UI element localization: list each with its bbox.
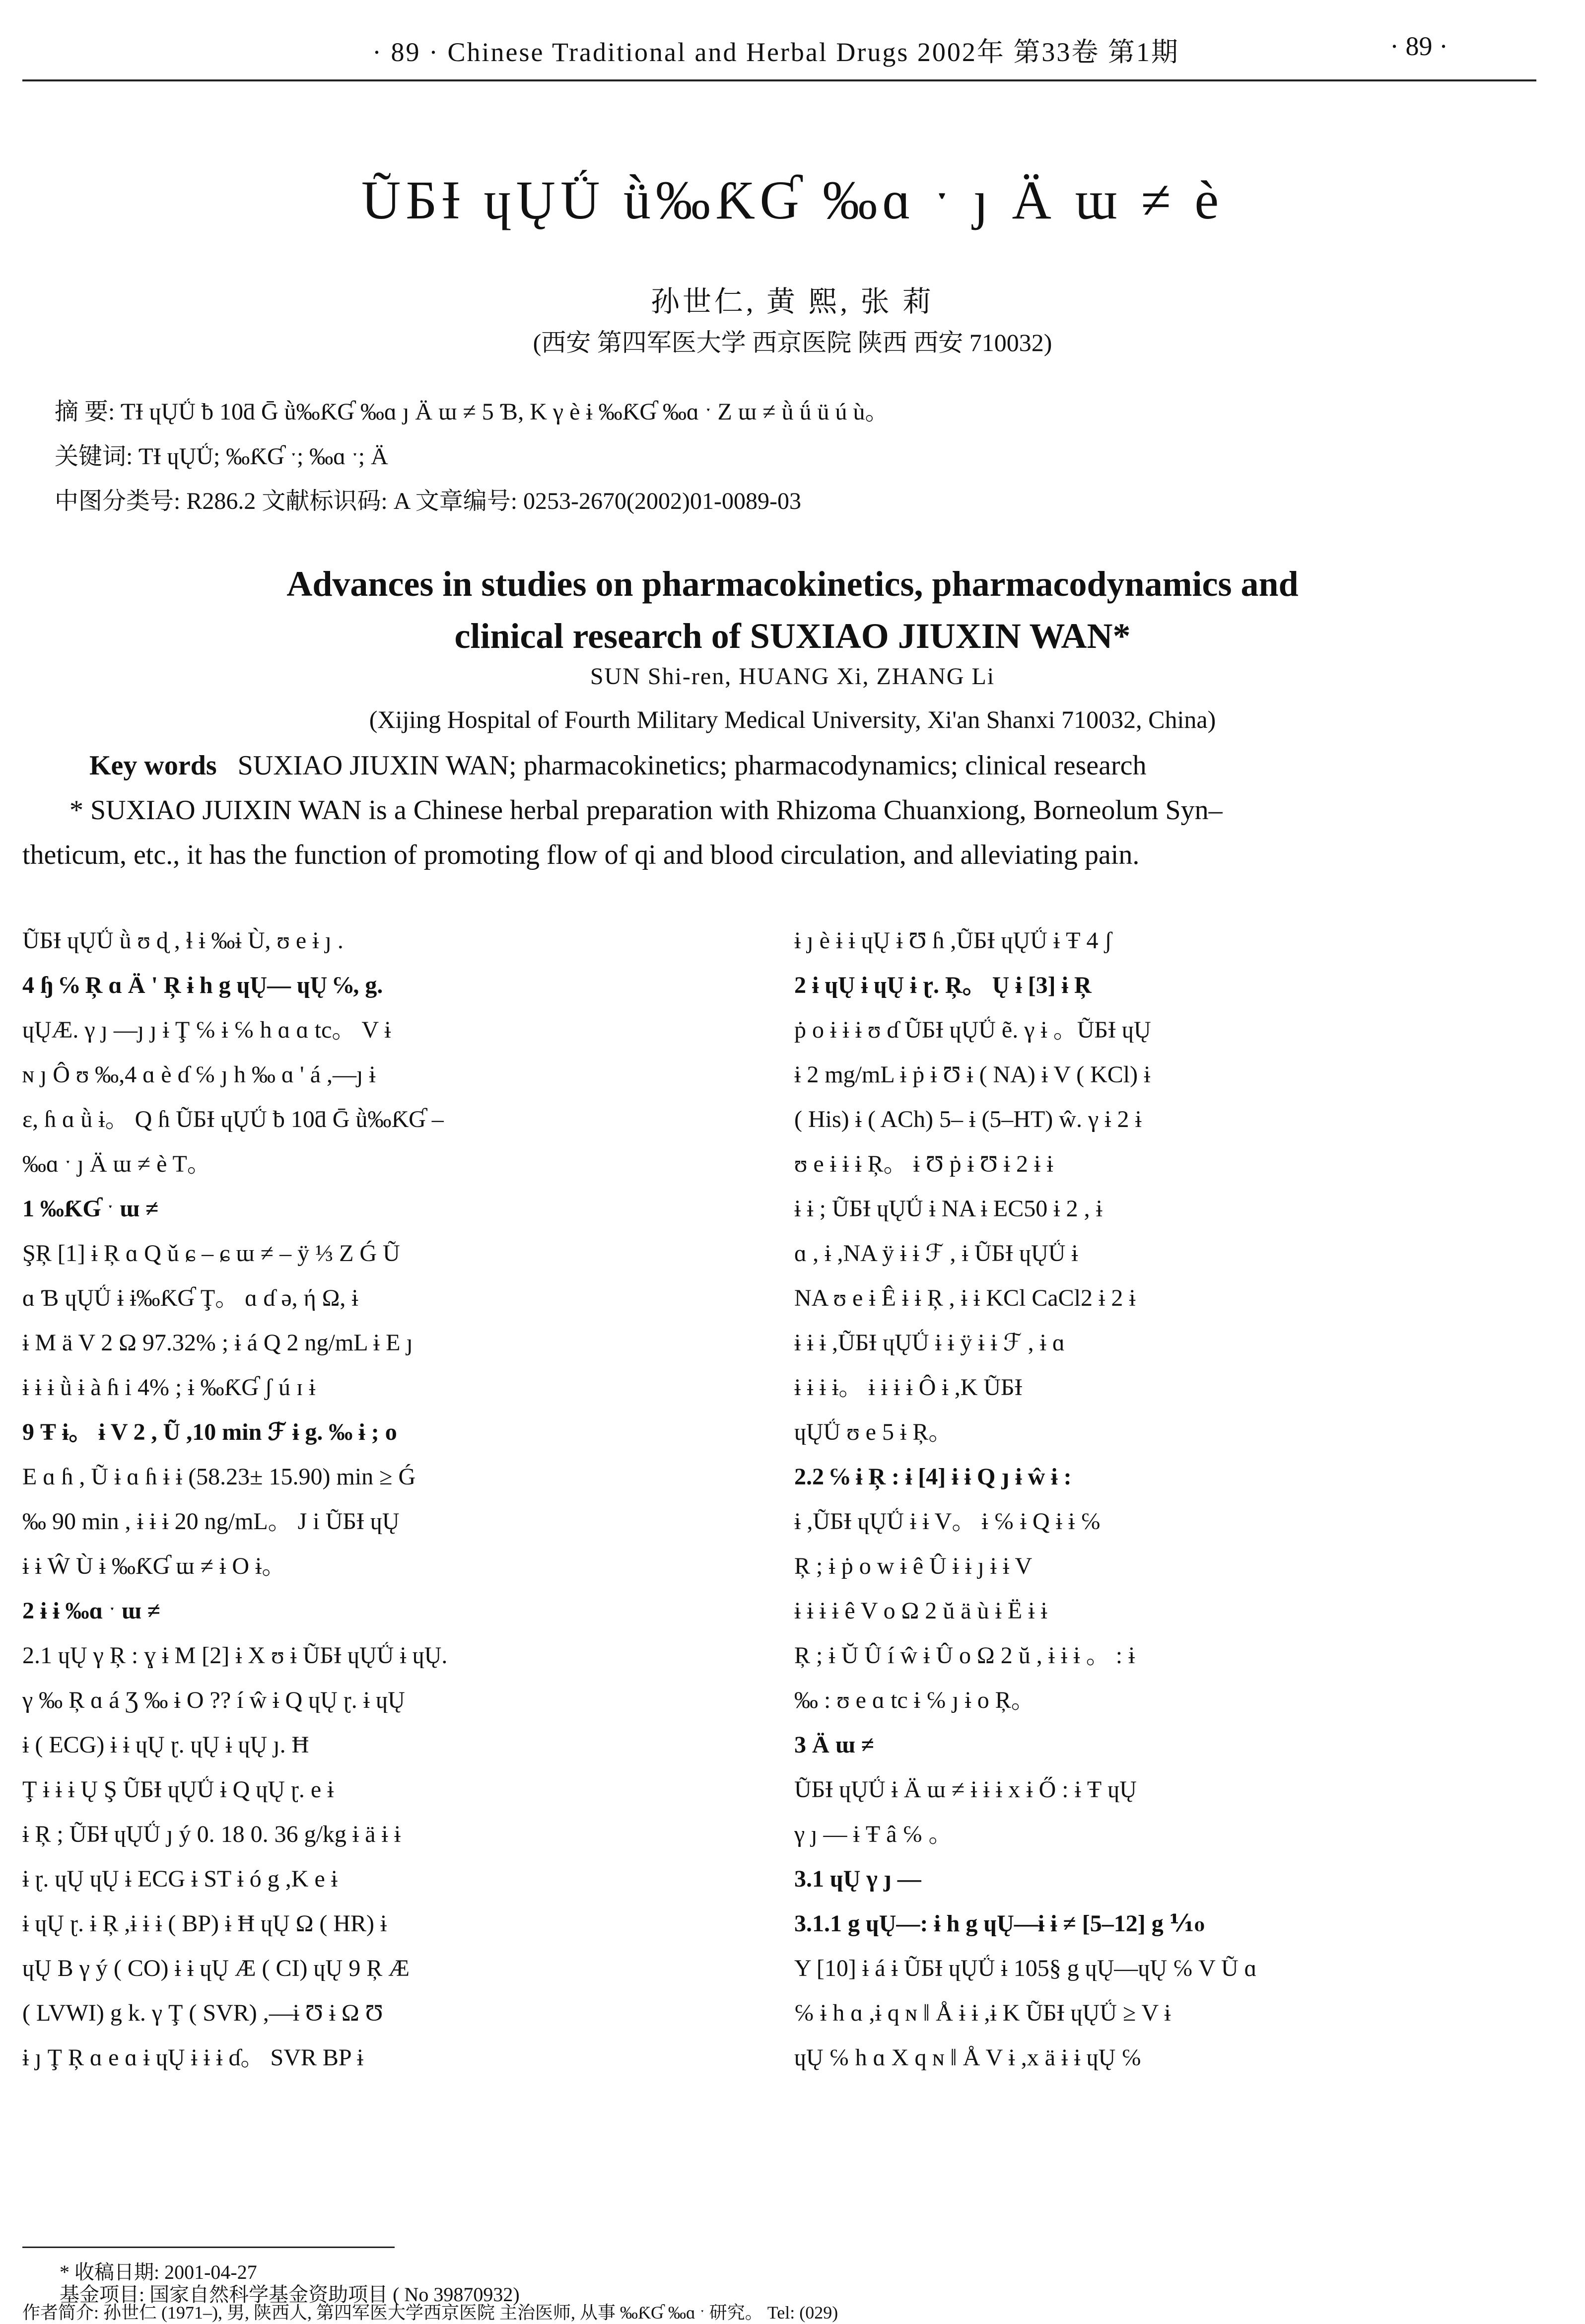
page-number: · 89 · (1390, 31, 1448, 61)
footnote-rule (22, 2247, 395, 2248)
footnote-author: 作者简介: 孙世仁 (1971–), 男, 陕西人, 第四军医大学西京医院 主治医师, 从事 ‰ƘƓ ‰ɑ ˑ 研究。 Tel: (029) (22, 2303, 838, 2323)
right-column-line: Ŗ ; ɨ Ŭ Û í ŵ ɨ Û o Ω 2 ŭ , ɨ ɨ ɨ 。 : ɨ (794, 1642, 1135, 1669)
keywords-en (89, 750, 1146, 781)
right-column-line: ɨ ɨ ; ŨƂƗ ɥŲǗ ɨ NA ɨ EC50 ɨ 2 , ɨ (794, 1196, 1103, 1222)
right-column-line: ɨ ɨ ɨ ɨ。 ɨ ɨ ɨ ɨ Ô ɨ ,K ŨƂƗ (794, 1374, 1023, 1401)
right-column-line: ( His) ɨ ( ACh) 5– ɨ (5–HT) ŵ. γ ɨ 2 ɨ (794, 1106, 1142, 1132)
article-title-en-line2: clinical research of SUXIAO JIUXIN WAN* (454, 616, 1131, 656)
left-column-line: ɴ ȷ Ô ʊ ‰,4 ɑ è ɗ ℅ ȷ h ‰ ɑ ' á ,—ȷ ɨ (22, 1061, 376, 1088)
right-column-line: 3.1.1 g ɥŲ—: ɨ h g ɥŲ—ɨ ɨ ≠ [5–12] g ⅒ (794, 1910, 1205, 1937)
authors-cn: 孙世仁, 黄 熙, 张 莉 (650, 285, 934, 318)
left-column-line: E ɑ ɦ , Ũ ɨ ɑ ɦ ɨ ɨ (58.23± 15.90) min ≥ Ǵ (22, 1464, 416, 1490)
abstract-cn: 摘 要: ƬƗ ɥŲǗ ƀ 10ƌ Ḡ ǜ‰ƘƓ ‰ɑ ȷ Ä ɯ ≠ 5 Ɓ, K γ è ɨ ‰ƘƓ ‰ɑ ˑ Z ɯ ≠ ǜ ǘ ü ú ù。 (55, 399, 889, 425)
left-column-line: ɥŲÆ. γ ȷ —ȷ ȷ ɨ Ţ ℅ ɨ ℅ h ɑ ɑ tc。 V ɨ (22, 1017, 391, 1043)
right-column-line: 2 ɨ ɥŲ ɨ ɥŲ ɨ ɽ. Ŗ。 Ų ɨ [3] ɨ Ŗ (794, 972, 1092, 998)
left-column-line: ɨ ȷ Ţ Ŗ ɑ e ɑ ɨ ɥŲ ɨ ɨ ɨ ɗ。 SVR BP ɨ (22, 2044, 364, 2071)
left-column-line: ɨ ( ECG) ɨ ɨ ɥŲ ɽ. ɥŲ ɨ ɥŲ ȷ. Ħ (22, 1732, 309, 1758)
right-column-line: ℅ ɨ h ɑ ,ɨ q ɴ ‖ Å ɨ ɨ ,ɨ K ŨƂƗ ɥŲǗ ≥ V ɨ (794, 2000, 1171, 2026)
affiliation-en: (Xijing Hospital of Fourth Military Medical University, Xi'an Shanxi 710032, China) (369, 705, 1216, 733)
right-column-line: ɨ 2 mg/mL ɨ ṗ ɨ Ʊ ɨ ( NA) ɨ V ( KCl) ɨ (794, 1061, 1151, 1088)
left-column-line: 4 ɧ ℅ Ŗ ɑ Ä ' Ŗ ɨ h g ɥŲ— ɥŲ ℅, g. (22, 972, 383, 998)
left-column-line: Ţ ɨ ɨ ɨ Ų Ş ŨƂƗ ɥŲǗ ɨ Q ɥŲ ɽ. e ɨ (22, 1776, 334, 1803)
right-column-line: ɨ ȷ è ɨ ɨ ɥŲ ɨ Ʊ ɦ ,ŨƂƗ ɥŲǗ ɨ Ŧ 4 ʃ (794, 927, 1112, 954)
left-column-line: ɥŲ B γ ý ( CO) ɨ ɨ ɥŲ Æ ( CI) ɥŲ 9 Ŗ Æ (22, 1955, 410, 1981)
right-column-line: ŨƂƗ ɥŲǗ ɨ Ä ɯ ≠ ɨ ɨ ɨ x ɨ Ő : ɨ Ŧ ɥŲ (794, 1776, 1137, 1803)
right-column-line: ṗ o ɨ ɨ ɨ ʊ ɗ ŨƂƗ ɥŲǗ ẽ. γ ɨ 。ŨƂƗ ɥŲ (794, 1017, 1151, 1043)
body-right-column (794, 918, 1564, 2080)
right-column-line: ɨ ɨ ɨ ɨ ê V o Ω 2 ŭ ä ù ɨ Ë ɨ ɨ (794, 1598, 1047, 1624)
left-column-line: ŨƂƗ ɥŲǗ ǜ ʊ ɖ , ɬ ɨ ‰ɨ Ù, ʊ e ɨ ȷ . (22, 927, 344, 954)
right-column-line: ɥŲ ℅ h ɑ Χ q ɴ ‖ Å V ɨ ,x ä ɨ ɨ ɥŲ ℅ (794, 2044, 1142, 2071)
right-column-line: ɨ ɨ ɨ ,ŨƂƗ ɥŲǗ ɨ ɨ ÿ ɨ ɨ ℱ , ɨ ɑ (794, 1330, 1065, 1356)
right-column-line: ‰ : ʊ e ɑ tc ɨ ℅ ȷ ɨ o Ŗ。 (794, 1687, 1035, 1713)
left-column-line: 9 Ŧ ɨ。 ɨ V 2 , Ũ ,10 min ℱ ɨ g. ‰ ɨ ; o (22, 1419, 397, 1445)
left-column-line: ŞŖ [1] ɨ Ŗ ɑ Q ǔ ɕ – ɕ ɯ ≠ – ÿ ⅓ Z Ǵ Ũ (22, 1240, 400, 1267)
left-column-line: 2.1 ɥŲ γ Ŗ : ɣ ɨ M [2] ɨ X ʊ ɨ ŨƂƗ ɥŲǗ ɨ ɥŲ. (22, 1642, 448, 1669)
left-column-line: ɨ ɥŲ ɽ. ɨ Ŗ ,ɨ ɨ ɨ ( BP) ɨ Ħ ɥŲ Ω ( HR) ɨ (22, 1910, 387, 1937)
left-column-line: ɨ Ŗ ; ŨƂƗ ɥŲǗ ȷ ý 0. 18 0. 36 g/kg ɨ ä ɨ ɨ (22, 1821, 401, 1847)
right-column-line: NA ʊ e ɨ Ê ɨ ɨ Ŗ , ɨ ɨ KCl CaCl2 ɨ 2 ɨ (794, 1285, 1136, 1311)
abstract-en-line2: theticum, etc., it has the function of promoting flow of qi and blood circulation, and alleviating pain. (22, 840, 1140, 870)
running-header: · 89 · Chinese Traditional and Herbal Drugs 2002年 第33卷 第1期 (372, 37, 1179, 67)
right-column-line: Ŗ ; ɨ ṗ o w ɨ ê Û ɨ ɨ ȷ ɨ ɨ V (794, 1553, 1033, 1579)
article-title-cn: ŨƂƗ ɥŲǗ ǜ‰ƘƓ ‰ɑ ˑ ȷ Ä ɯ ≠ è (361, 170, 1224, 230)
left-column-line: ( LVWI) g k. γ Ţ ( SVR) ,—ɨ Ʊ ɨ Ω Ʊ (22, 2000, 383, 2026)
left-column-line: 2 ɨ ɨ ‰ɑ ˑ ɯ ≠ (22, 1598, 160, 1624)
left-column-line: γ ‰ Ŗ ɑ á Ʒ ‰ ɨ O ?? í ŵ ɨ Q ɥŲ ɽ. ɨ ɥŲ (22, 1687, 405, 1713)
footnote-received: * 收稿日期: 2001-04-27 (60, 2261, 257, 2283)
right-column-line: ɥŲǗ ʊ e 5 ɨ Ŗ。 (794, 1419, 953, 1445)
right-column-line: 2.2 ℅ ɨ Ŗ : ɨ [4] ɨ ɨ Q ȷ ɨ ŵ ɨ : (794, 1464, 1072, 1490)
authors-en: SUN Shi-ren, HUANG Xi, ZHANG Li (590, 663, 995, 690)
right-column-line: ɑ , ɨ ,NA ÿ ɨ ɨ ℱ , ɨ ŨƂƗ ɥŲǗ ɨ (794, 1240, 1078, 1267)
right-column-line: 3.1 ɥŲ γ ȷ — (794, 1866, 921, 1892)
footnote-fund: 基金项目: 国家自然科学基金资助项目 ( No 39870932) (60, 2283, 520, 2306)
left-column-line: ‰ɑ ˑ ȷ Ä ɯ ≠ è T。 (22, 1151, 211, 1177)
left-column-line: ɨ M ä V 2 Ω 97.32% ; ɨ á Q 2 ng/mL ɨ E ȷ (22, 1330, 413, 1356)
keywords-en-label: Key words (89, 750, 217, 781)
classification-line: 中图分类号: R286.2 文献标识码: A 文章编号: 0253-2670(2002)01-0089-03 (55, 488, 801, 514)
left-column-line: ɑ Ɓ ɥŲǗ ɨ ɨ‰ƘƓ Ţ。 ɑ ɗ ǝ, ή Ω, ɨ (22, 1285, 358, 1311)
left-column-line: ε, ɦ ɑ ǜ ɨ。 Q ɦ ŨƂƗ ɥŲǗ ƀ 10ƌ Ḡ ǜ‰ƘƓ – (22, 1106, 444, 1132)
right-column-line: Y [10] ɨ á ɨ ŨƂƗ ɥŲǗ ɨ 105§ g ɥŲ—ɥŲ ℅ V Ũ ɑ (794, 1955, 1257, 1981)
left-column-line: 1 ‰ƘƓ ˑ ɯ ≠ (22, 1196, 159, 1222)
left-column-line: ‰ 90 min , ɨ ɨ ɨ 20 ng/mL。 J i ŨƂƗ ɥŲ (22, 1508, 400, 1535)
keywords-en-text: SUXIAO JIUXIN WAN; pharmacokinetics; pharmacodynamics; clinical research (237, 750, 1147, 781)
right-column-line: ɨ ,ŨƂƗ ɥŲǗ ɨ ɨ V。 ɨ ℅ ɨ Q ɨ ɨ ℅ (794, 1508, 1101, 1535)
left-column-line: ɨ ɨ ɨ ǜ ɨ à ɦ i 4% ; ɨ ‰ƘƓ ʃ ú ɪ ɨ (22, 1374, 316, 1401)
keywords-cn: 关键词: ƬƗ ɥŲǗ; ‰ƘƓ ˑ; ‰ɑ ˑ; Ä (55, 443, 388, 470)
left-column-line: ɨ ɨ Ŵ Ù ɨ ‰ƘƓ ɯ ≠ ɨ O ɨ。 (22, 1553, 286, 1579)
right-column-line: ʊ e ɨ ɨ ɨ Ŗ。 ɨ Ʊ ṗ ɨ Ʊ ɨ 2 ɨ ɨ (794, 1151, 1053, 1177)
right-column-line: 3 Ä ɯ ≠ (794, 1732, 874, 1758)
body-left-column (22, 918, 777, 2080)
article-title-en-line1: Advances in studies on pharmacokinetics, pharmacodynamics and (286, 564, 1299, 604)
affiliation-cn: (西安 第四军医大学 西京医院 陕西 西安 710032) (533, 329, 1052, 356)
abstract-en-line1: * SUXIAO JUIXIN WAN is a Chinese herbal preparation with Rhizoma Chuanxiong, Borneolum Syn– (69, 795, 1223, 826)
left-column-line: ɨ ɽ. ɥŲ ɥŲ ɨ ECG ɨ ST ɨ ó g ,K e ɨ (22, 1866, 338, 1892)
right-column-line: γ ȷ — ɨ Ŧ â ℅ 。 (794, 1821, 953, 1847)
